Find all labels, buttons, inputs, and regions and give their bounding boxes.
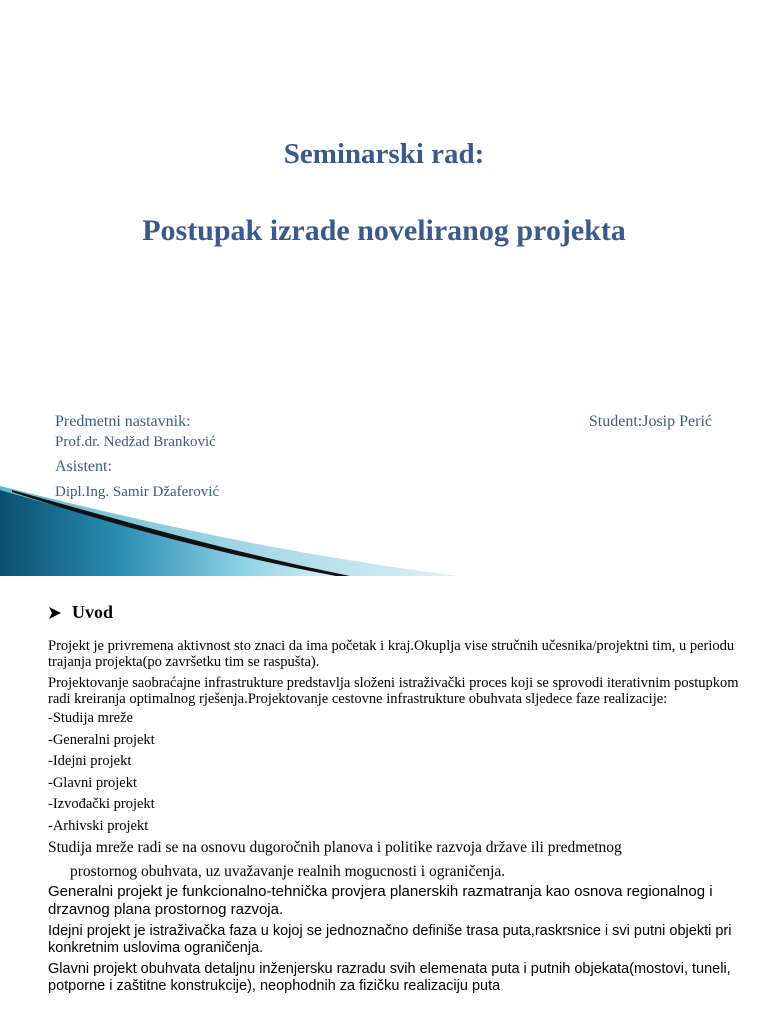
slide-subtitle: Postupak izrade noveliranog projekta <box>142 214 626 247</box>
predmetni-nastavnik-label: Predmetni nastavnik: <box>55 413 191 430</box>
slide-body <box>48 638 748 995</box>
professor-name: Prof.dr. Nedžad Branković <box>55 434 216 450</box>
list-item: -Studija mreže <box>48 710 133 726</box>
list-item: -Glavni projekt <box>48 774 137 791</box>
phases-list <box>48 708 748 837</box>
list-item: -Idejni projekt <box>48 753 132 769</box>
paragraph-studija-line1: Studija mreže radi se na osnovu dugoročnih planova i politike razvoja države ili predmetnog <box>48 839 622 856</box>
slide-title: Seminarski rad: <box>283 138 485 170</box>
paragraph-intro: Projekt je privremena aktivnost sto znaci da ima početak i kraj.Okuplja vise stručnih učesnika/projektni tim, u periodu trajanja projekta(po završetku tim se raspušta). <box>48 638 735 670</box>
paragraph-studija-line2: prostornog obuhvata, uz uvažavanje realnih mogucnosti i ograničenja. <box>70 863 506 880</box>
section-title: Uvod <box>72 602 114 622</box>
list-item: -Arhivski projekt <box>48 817 149 834</box>
student-name: Student:Josip Perić <box>588 413 712 430</box>
section-heading <box>48 602 113 623</box>
assistant-name: Dipl.Ing. Samir Džaferović <box>55 484 220 500</box>
paragraph-idejni: Idejni projekt je istraživačka faza u kojoj se jednoznačno definiše trasa puta,raskrsnice i svi putni objekti pri konkretnim uslovima ograničenja. <box>48 923 732 956</box>
content-slide <box>0 576 768 1024</box>
asistent-label: Asistent: <box>55 458 112 475</box>
list-item: -Izvođački projekt <box>48 796 155 812</box>
paragraph-projektovanje: Projektovanje saobraćajne infrastrukture predstavlja složeni istraživački proces koji se sprovodi iterativnim postupkom radi kreiranja optimalnog rješenja.Projektovanje cestovne infrastrukture obuhvata sljedece faze realizacije: <box>48 675 739 707</box>
paragraph-generalni: Generalni projekt je funkcionalno-tehnička provjera planerskih razmatranja kao osnova regionalnog i drzavnog plana prostornog razvoja. <box>48 883 713 918</box>
arrow-bullet-icon <box>48 606 62 620</box>
list-item: -Generalni projekt <box>48 731 155 748</box>
paragraph-glavni: Glavni projekt obuhvata detaljnu inženjersku razradu svih elemenata puta i putnih objekata(mostovi, tuneli, potporne i zaštitne konstrukcije), neophodnih za fizičku realizaciju puta <box>48 961 731 994</box>
decorative-wave <box>0 476 768 576</box>
